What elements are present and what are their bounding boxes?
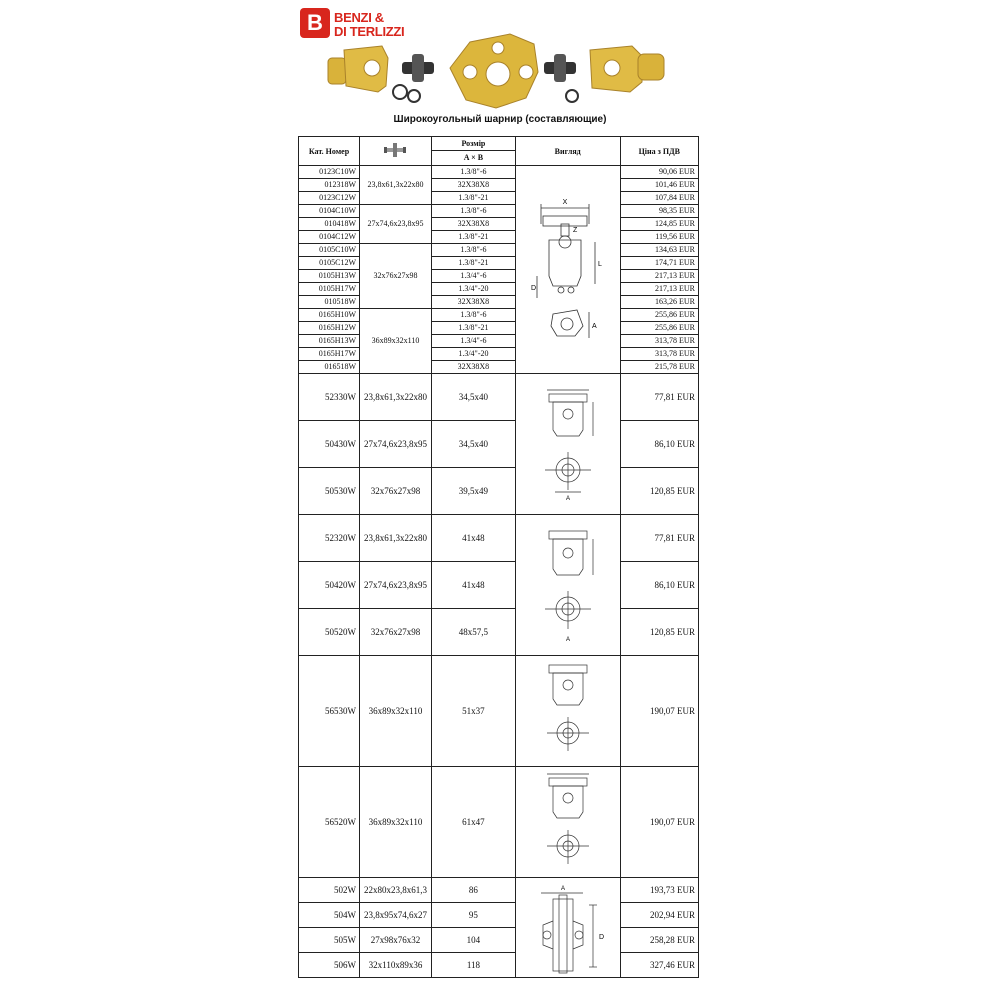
- dimension-label-a: A: [591, 322, 597, 330]
- size-value: 1.3/8"-6: [431, 309, 515, 322]
- price: 90,06 EUR: [620, 166, 699, 179]
- size-value: 1.3/8"-21: [431, 322, 515, 335]
- table-row: [299, 609, 699, 656]
- table-row: [299, 767, 699, 878]
- size-value: 1.3/8"-21: [431, 257, 515, 270]
- price: 101,46 EUR: [620, 179, 699, 192]
- drawing-cell: [515, 767, 620, 878]
- dimension-label-d: D: [598, 933, 604, 941]
- header-catalog-number: Кат. Номер: [299, 137, 360, 166]
- table-row: [299, 656, 699, 767]
- price: 258,28 EUR: [620, 928, 699, 953]
- catalog-number: 0105C10W: [299, 244, 360, 257]
- price: 255,86 EUR: [620, 309, 699, 322]
- catalog-number: 56520W: [299, 767, 360, 878]
- table-row: [299, 205, 699, 218]
- price: 217,13 EUR: [620, 283, 699, 296]
- cross-dimensions: 32x110x89x36: [360, 953, 432, 978]
- center-housing-image: [450, 34, 538, 108]
- price: 193,73 EUR: [620, 878, 699, 903]
- catalog-number: 0123C12W: [299, 192, 360, 205]
- catalog-number: 0123C10W: [299, 166, 360, 179]
- table-row: [299, 218, 699, 231]
- cross-dimensions: 32x76x27x98: [360, 244, 432, 309]
- table-row: [299, 335, 699, 348]
- dimension-label-x: X: [562, 198, 568, 206]
- catalog-number: 56530W: [299, 656, 360, 767]
- drawing-cell: [515, 374, 620, 515]
- cross-dimensions: 36x89x32x110: [360, 767, 432, 878]
- price: 215,78 EUR: [620, 361, 699, 374]
- size-value: 1.3/8"-6: [431, 166, 515, 179]
- size-value: 1.3/4"-6: [431, 335, 515, 348]
- brand-badge: B: [300, 8, 330, 38]
- dimension-label-a: A: [560, 885, 565, 892]
- price: 77,81 EUR: [620, 374, 699, 421]
- table-row: [299, 361, 699, 374]
- catalog-number: 010518W: [299, 296, 360, 309]
- catalog-number: 010418W: [299, 218, 360, 231]
- table-row: [299, 878, 699, 903]
- drawing-cell: [515, 878, 620, 978]
- size-value: 32X38X8: [431, 218, 515, 231]
- cross-dimensions: 23,8x61,3x22x80: [360, 166, 432, 205]
- cross-dimensions: 27x74,6x23,8x95: [360, 205, 432, 244]
- catalog-number: 505W: [299, 928, 360, 953]
- price: 174,71 EUR: [620, 257, 699, 270]
- size-value: 1.3/4"-6: [431, 270, 515, 283]
- cross-dimensions: 23,8x61,3x22x80: [360, 515, 432, 562]
- header-cross-dimensions: [360, 137, 432, 166]
- price: 190,07 EUR: [620, 656, 699, 767]
- price: 217,13 EUR: [620, 270, 699, 283]
- size-value: 39,5x49: [431, 468, 515, 515]
- price: 119,56 EUR: [620, 231, 699, 244]
- drawing-cell: [515, 166, 620, 374]
- catalog-number: 0165H13W: [299, 335, 360, 348]
- catalog-number: 0105H13W: [299, 270, 360, 283]
- left-yoke-image: [328, 46, 388, 92]
- size-value: 61x47: [431, 767, 515, 878]
- price: 202,94 EUR: [620, 903, 699, 928]
- dimension-label-z: Z: [572, 226, 577, 234]
- table-row: [299, 231, 699, 244]
- dimension-label-a: A: [565, 496, 570, 502]
- cross-dimensions: 27x74,6x23,8x95: [360, 562, 432, 609]
- catalog-number: 52330W: [299, 374, 360, 421]
- table-header-row: [299, 137, 699, 151]
- cross-dimensions: 27x98x76x32: [360, 928, 432, 953]
- size-value: 32X38X8: [431, 361, 515, 374]
- header-view: Вигляд: [515, 137, 620, 166]
- size-value: 48x57,5: [431, 609, 515, 656]
- cross-dimensions: 23,8x61,3x22x80: [360, 374, 432, 421]
- price: 86,10 EUR: [620, 421, 699, 468]
- document-title: Широкоугольный шарнир (составляющие): [393, 114, 607, 125]
- size-value: 1.3/4"-20: [431, 348, 515, 361]
- catalog-number: 016518W: [299, 361, 360, 374]
- header-size-ab: A × B: [431, 150, 515, 165]
- size-value: 1.3/8"-21: [431, 231, 515, 244]
- price: 190,07 EUR: [620, 767, 699, 878]
- price: 98,35 EUR: [620, 205, 699, 218]
- price: 327,46 EUR: [620, 953, 699, 978]
- catalog-number: 50530W: [299, 468, 360, 515]
- catalog-number: 50420W: [299, 562, 360, 609]
- table-row: [299, 257, 699, 270]
- header-price: Ціна з ПДВ: [620, 137, 699, 166]
- table-row: [299, 192, 699, 205]
- catalog-number: 0165H12W: [299, 322, 360, 335]
- drawing-cell: [515, 656, 620, 767]
- table-row: [299, 322, 699, 335]
- price: 255,86 EUR: [620, 322, 699, 335]
- price: 313,78 EUR: [620, 348, 699, 361]
- cross-dimensions: 36x89x32x110: [360, 656, 432, 767]
- size-value: 34,5x40: [431, 421, 515, 468]
- size-value: 1.3/8"-6: [431, 205, 515, 218]
- size-value: 1.3/8"-6: [431, 244, 515, 257]
- size-value: 41x48: [431, 562, 515, 609]
- yoke-drawing: [523, 180, 613, 360]
- size-value: 34,5x40: [431, 374, 515, 421]
- size-value: 118: [431, 953, 515, 978]
- table-row: [299, 374, 699, 421]
- catalog-number: 0165H17W: [299, 348, 360, 361]
- cross-dimensions: 32x76x27x98: [360, 468, 432, 515]
- table-row: [299, 953, 699, 978]
- dimension-label-l: L: [597, 260, 602, 268]
- cross-dimension-icon: [384, 142, 406, 158]
- price: 163,26 EUR: [620, 296, 699, 309]
- dimension-label-d: D: [530, 284, 536, 292]
- price: 134,63 EUR: [620, 244, 699, 257]
- table-row: [299, 296, 699, 309]
- table-row: [299, 283, 699, 296]
- table-row: [299, 515, 699, 562]
- right-yoke-image: [590, 46, 664, 92]
- cross-kit-left-image: [393, 54, 434, 102]
- size-value: 32X38X8: [431, 296, 515, 309]
- header-size: Розмір: [431, 137, 515, 151]
- size-value: 41x48: [431, 515, 515, 562]
- catalog-number: 504W: [299, 903, 360, 928]
- catalog-number: 52320W: [299, 515, 360, 562]
- size-value: 104: [431, 928, 515, 953]
- parts-table: [298, 136, 699, 978]
- table-row: [299, 166, 699, 179]
- table-row: [299, 179, 699, 192]
- size-value: 1.3/4"-20: [431, 283, 515, 296]
- drawing-cell: [515, 515, 620, 656]
- catalog-number: 0165H10W: [299, 309, 360, 322]
- center-housing-drawing: [523, 881, 613, 975]
- size-value: 51x37: [431, 656, 515, 767]
- table-row: [299, 421, 699, 468]
- table-row: [299, 468, 699, 515]
- table-row: [299, 348, 699, 361]
- size-value: 95: [431, 903, 515, 928]
- catalog-number: 0104C10W: [299, 205, 360, 218]
- price: 124,85 EUR: [620, 218, 699, 231]
- price: 313,78 EUR: [620, 335, 699, 348]
- price: 86,10 EUR: [620, 562, 699, 609]
- brand-name-line2: DI TERLIZZI: [334, 24, 405, 39]
- table-row: [299, 928, 699, 953]
- price: 77,81 EUR: [620, 515, 699, 562]
- catalog-number: 502W: [299, 878, 360, 903]
- yoke-drawing: [533, 770, 603, 874]
- table-row: [299, 309, 699, 322]
- yoke-drawing: [533, 382, 603, 506]
- size-value: 32X38X8: [431, 179, 515, 192]
- cross-dimensions: 32x76x27x98: [360, 609, 432, 656]
- price: 120,85 EUR: [620, 609, 699, 656]
- catalog-number: 012318W: [299, 179, 360, 192]
- brand-name-line1: BENZI &: [334, 10, 384, 25]
- cross-kit-right-image: [544, 54, 578, 102]
- cross-dimensions: 22x80x23,8x61,3: [360, 878, 432, 903]
- catalog-number: 0105H17W: [299, 283, 360, 296]
- table-row: [299, 270, 699, 283]
- catalog-number: 50430W: [299, 421, 360, 468]
- cross-dimensions: 36x89x32x110: [360, 309, 432, 374]
- size-value: 1.3/8"-21: [431, 192, 515, 205]
- price: 107,84 EUR: [620, 192, 699, 205]
- catalog-number: 0105C12W: [299, 257, 360, 270]
- cross-dimensions: 23,8x95x74,6x27: [360, 903, 432, 928]
- size-value: 86: [431, 878, 515, 903]
- yoke-drawing: [533, 659, 603, 763]
- yoke-drawing: [533, 523, 603, 647]
- cross-dimensions: 27x74,6x23,8x95: [360, 421, 432, 468]
- dimension-label-a: A: [565, 637, 570, 643]
- catalog-number: 506W: [299, 953, 360, 978]
- catalog-number: 50520W: [299, 609, 360, 656]
- price: 120,85 EUR: [620, 468, 699, 515]
- catalog-number: 0104C12W: [299, 231, 360, 244]
- table-row: [299, 903, 699, 928]
- table-row: [299, 244, 699, 257]
- table-row: [299, 562, 699, 609]
- product-photo: [320, 28, 670, 112]
